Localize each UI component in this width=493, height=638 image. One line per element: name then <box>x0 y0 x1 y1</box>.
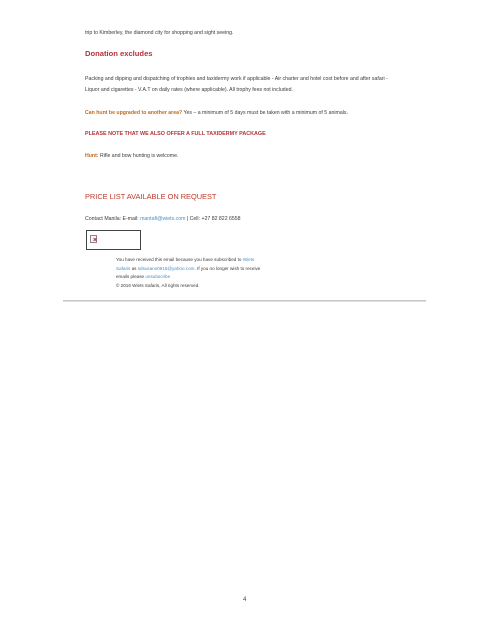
excludes-line-1: Packing and dipping and dispatching of trophies and taxidermy work if applicable - Air charter and hotel cost before and after safari - <box>85 76 388 82</box>
broken-image-placeholder <box>86 230 141 250</box>
intro-text: trip to Kimberley, the diamond city for shopping and sight seeing. <box>85 30 234 36</box>
contact-email-link[interactable]: mantafi@wiets.com <box>140 216 186 222</box>
price-list-heading: PRICE LIST AVAILABLE ON REQUEST <box>85 192 217 201</box>
footer-text: emails please <box>116 274 146 279</box>
donation-excludes-heading: Donation excludes <box>85 49 153 58</box>
wiets-link[interactable]: Wiets <box>242 257 255 262</box>
page-divider <box>63 300 426 302</box>
upgrade-paragraph <box>85 110 348 117</box>
safaris-link[interactable]: Safaris <box>116 266 131 271</box>
footer-text: . If you no longer wish to receive <box>194 266 261 271</box>
copyright-text: © 2016 Wiets Safaris, All rights reserved. <box>116 283 200 288</box>
taxidermy-note: PLEASE NOTE THAT WE ALSO OFFER A FULL TAXIDERMY PACKAGE <box>85 131 266 137</box>
broken-image-icon <box>90 235 97 243</box>
unsubscribe-link[interactable]: unsubscribe <box>145 274 171 279</box>
footer-line-1 <box>116 257 254 263</box>
contact-prefix: Contact Manila: E-mail: <box>85 216 141 222</box>
excludes-line-2: Liquor and cigarettes - V.A.T on daily rates (where applicable). All trophy fees not included. <box>85 87 293 93</box>
contact-line <box>85 216 241 223</box>
subscriber-email-link[interactable]: sdsusanx0915@yahoo.com <box>137 266 195 271</box>
upgrade-answer: Yes – a minimum of 5 days must be taken with a minimum of 5 animals. <box>182 110 348 116</box>
footer-line-2 <box>116 266 260 272</box>
footer-text: You have received this email because you have subscribed to <box>116 257 243 262</box>
hunt-text: Rifle and bow hunting is welcome. <box>98 153 179 159</box>
footer-text: as <box>130 266 138 271</box>
footer-line-3 <box>116 274 170 280</box>
page-number: 4 <box>243 597 247 603</box>
contact-suffix: | Cell: +27 82 822 6558 <box>185 216 241 222</box>
upgrade-question: Can hunt be upgraded to another area? <box>85 110 183 116</box>
hunt-label: Hunt: <box>85 153 99 159</box>
hunt-paragraph <box>85 153 178 160</box>
